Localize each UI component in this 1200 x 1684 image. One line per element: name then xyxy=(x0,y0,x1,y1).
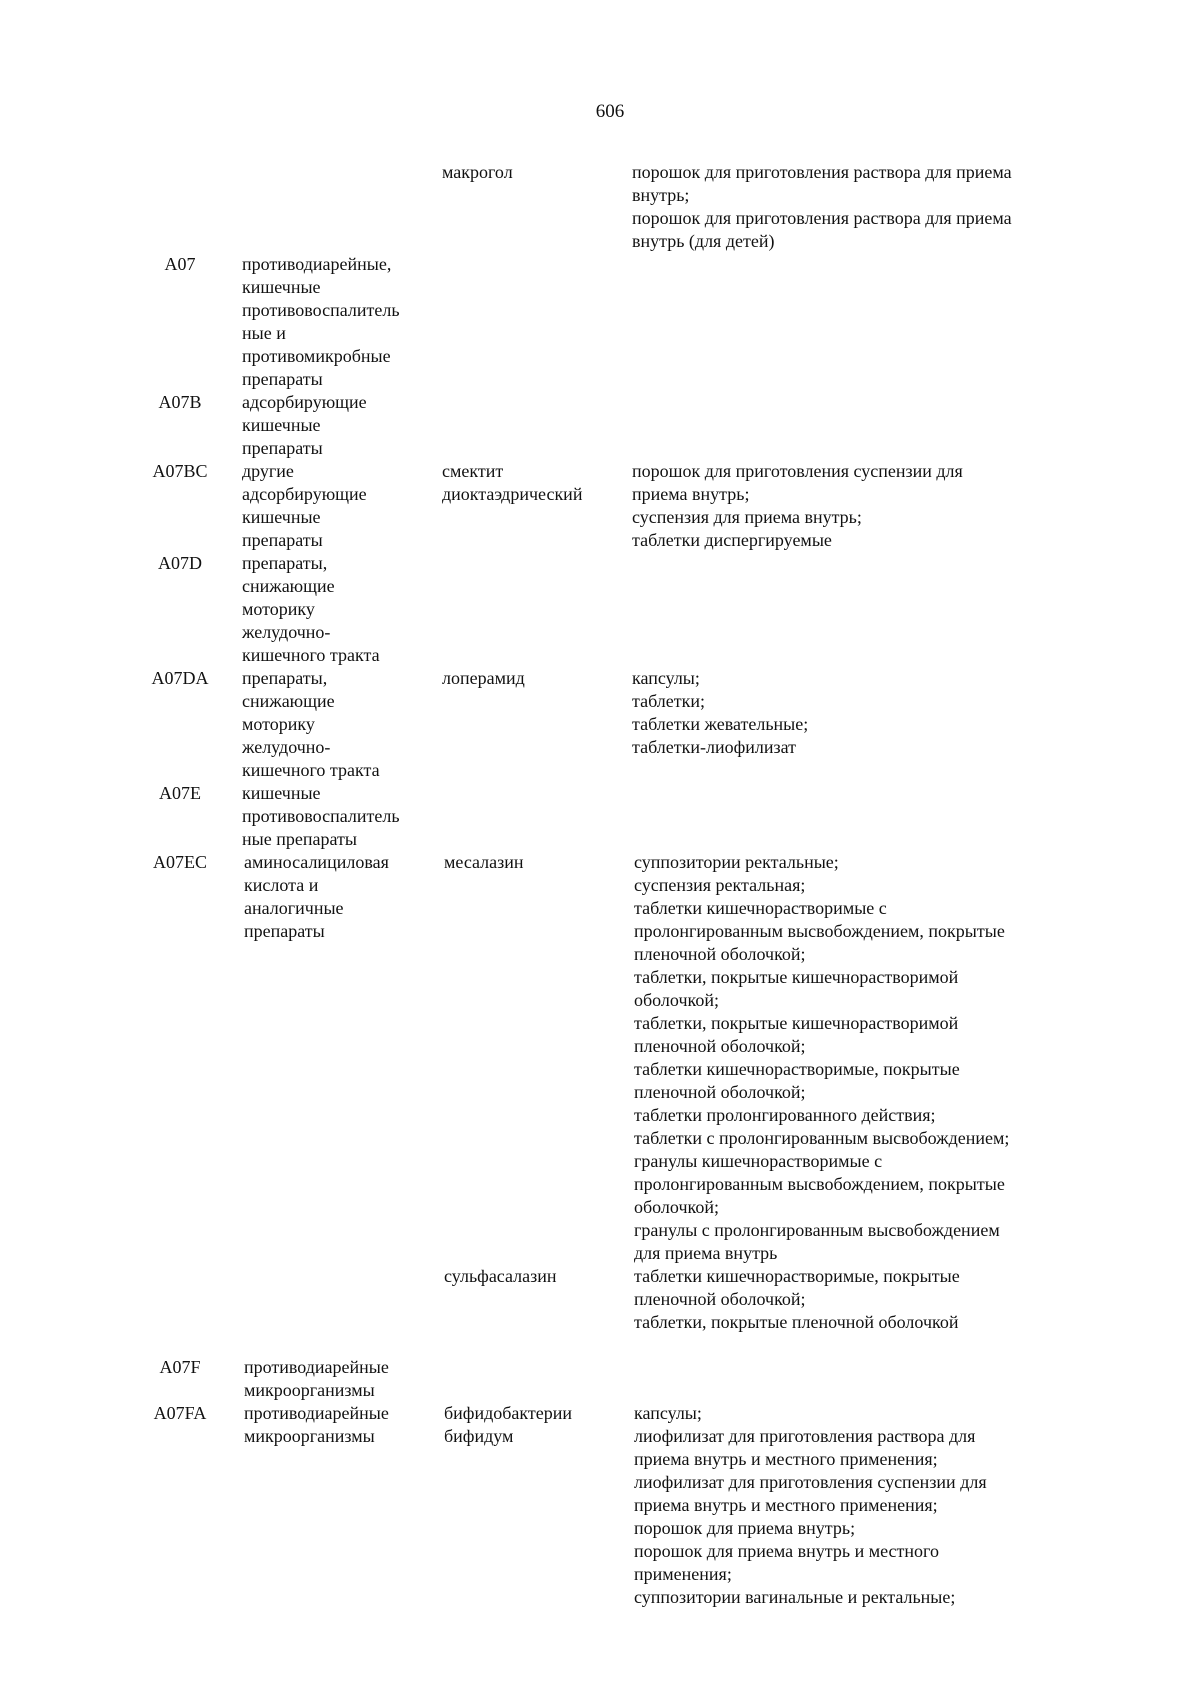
drug-table xyxy=(0,161,1200,1609)
table-row xyxy=(0,460,1200,552)
table-row xyxy=(0,161,1200,253)
dosage-forms: капсулы; таблетки; таблетки жевательные; таблетки-лиофилизат xyxy=(632,668,809,757)
pharmacological-group: другие адсорбирующие кишечные препараты xyxy=(242,461,367,550)
table-row xyxy=(0,782,1200,851)
drug-name: смектит диоктаэдрический xyxy=(442,461,583,504)
dosage-forms: порошок для приготовления суспензии для приема внутрь; суспензия для приема внутрь; таблетки диспергируемые xyxy=(632,461,963,550)
dosage-forms: таблетки кишечнорастворимые, покрытые пленочной оболочкой; таблетки, покрытые пленочной оболочкой xyxy=(634,1266,960,1332)
atc-code: A07B xyxy=(158,392,202,412)
pharmacological-group: препараты, снижающие моторику желудочно- кишечного тракта xyxy=(242,553,380,665)
table-row xyxy=(0,1402,1200,1609)
atc-code: A07EC xyxy=(153,852,207,872)
table-row xyxy=(0,391,1200,460)
table-row xyxy=(0,1265,1200,1334)
table-row xyxy=(0,253,1200,391)
dosage-forms: суппозитории ректальные; суспензия ректальная; таблетки кишечнорастворимые с пролонгированным высвобождением, покрытые пленочной оболочкой; таблетки, покрытые кишечнорастворимой оболочкой; таблетки, покрытые кишечнорастворимой пленочной оболочкой; таблетки кишечнорастворимые, покрытые пленочной оболочкой; таблетки пролонгированного действия; таблетки с пролонгированным высвобождением; гранулы кишечнорастворимые с пролонгированным высвобождением, покрытые оболочкой; гранулы с пролонгированным высвобождением для приема внутрь xyxy=(634,852,1010,1263)
pharmacological-group: адсорбирующие кишечные препараты xyxy=(242,392,367,458)
drug-name: месалазин xyxy=(444,852,524,872)
atc-code: A07 xyxy=(164,254,196,274)
dosage-forms: порошок для приготовления раствора для приема внутрь; порошок для приготовления раствора для приема внутрь (для детей) xyxy=(632,162,1012,251)
atc-code: A07BC xyxy=(152,461,208,481)
pharmacological-group: аминосалициловая кислота и аналогичные препараты xyxy=(244,852,389,941)
drug-name: макрогол xyxy=(442,162,513,182)
pharmacological-group: препараты, снижающие моторику желудочно- кишечного тракта xyxy=(242,668,380,780)
table-row xyxy=(0,1356,1200,1402)
pharmacological-group: кишечные противовоспалитель ные препараты xyxy=(242,783,400,849)
pharmacological-group: противодиарейные, кишечные противовоспалитель ные и противомикробные препараты xyxy=(242,254,400,389)
table-row xyxy=(0,552,1200,667)
dosage-forms: капсулы; лиофилизат для приготовления раствора для приема внутрь и местного применения; лиофилизат для приготовления суспензии для приема внутрь и местного применения; порошок для приема внутрь; порошок для приема внутрь и местного применения; суппозитории вагинальные и ректальные; xyxy=(634,1403,987,1607)
table-row xyxy=(0,851,1200,1265)
atc-code: A07F xyxy=(159,1357,201,1377)
page-number: 606 xyxy=(595,101,625,122)
drug-name: сульфасалазин xyxy=(444,1266,557,1286)
pharmacological-group: противодиарейные микроорганизмы xyxy=(244,1403,389,1446)
atc-code: A07D xyxy=(158,553,202,573)
table-row xyxy=(0,667,1200,782)
drug-name: бифидобактерии бифидум xyxy=(444,1403,573,1446)
atc-code: A07DA xyxy=(151,668,209,688)
drug-name: лоперамид xyxy=(442,668,525,688)
atc-code: A07E xyxy=(159,783,201,803)
atc-code: A07FA xyxy=(153,1403,207,1423)
pharmacological-group: противодиарейные микроорганизмы xyxy=(244,1357,389,1400)
